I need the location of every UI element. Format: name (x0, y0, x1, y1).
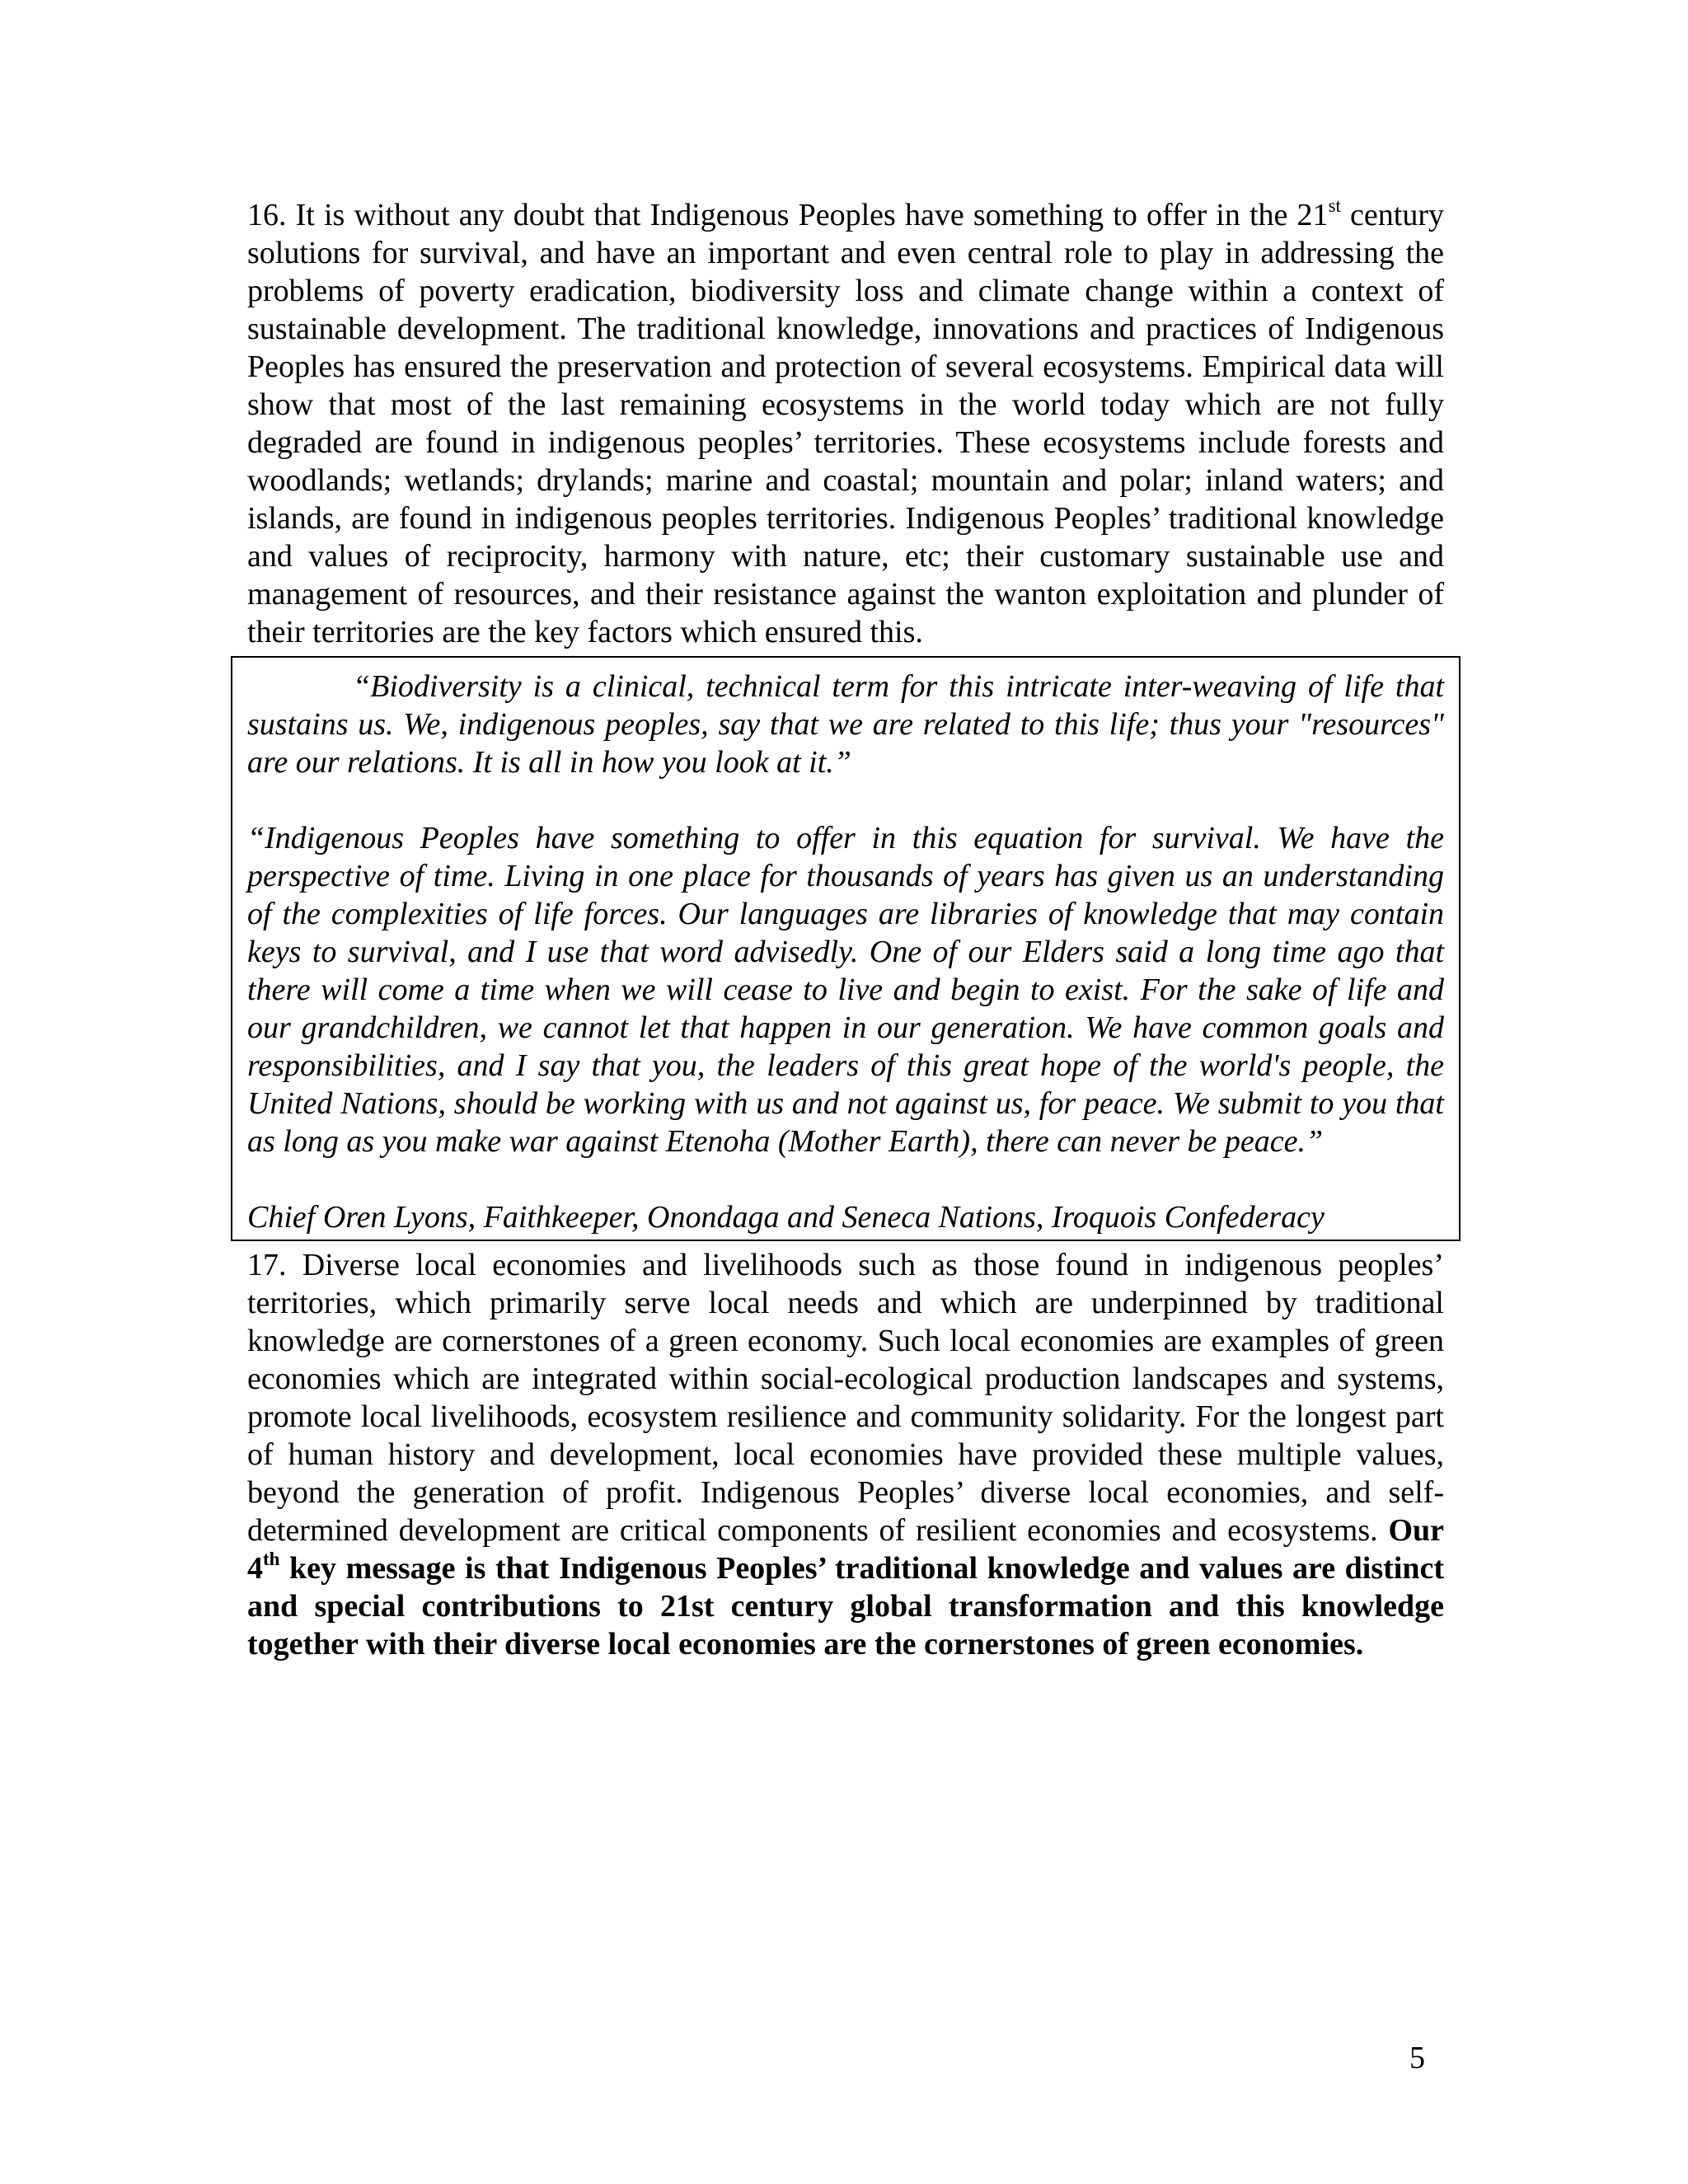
key-message-superscript: th (263, 1549, 280, 1569)
paragraph-17-text: 17. Diverse local economies and livelihoods such as those found in indigenous peoples’ territories, which primarily serve local needs and which are underpinned by traditional knowledge are cornerstones of a green economy. Such local economies are examples of green economies which are integrated within social-ecological production landscapes and systems, promote local livelihoods, ecosystem resilience and community solidarity. For the longest part of human history and development, local economies have provided these multiple values, beyond the generation of profit. Indigenous Peoples’ diverse local economies, and self-determined development are critical components of resilient economies and ecosystems. (247, 1248, 1444, 1548)
key-message-start: Our 4 (247, 1513, 1444, 1586)
quote-survival: “Indigenous Peoples have something to offer in this equation for survival. We have the perspective of time. Living in one place for thousands of years has given us an understanding of the complexities of life forces. Our languages are libraries of knowledge that may contain keys to survival, and I use that word advisedly. One of our Elders said a long time ago that there will come a time when we will cease to live and begin to exist. For the sake of life and our grandchildren, we cannot let that happen in our generation. We have common goals and responsibilities, and I say that you, the leaders of this great hope of the world's people, the United Nations, should be working with us and not against us, for peace. We submit to you that as long as you make war against Etenoha (Mother Earth), there can never be peace.” (247, 821, 1444, 1159)
page-content (247, 196, 1444, 1663)
paragraph-16 (247, 196, 1444, 651)
quote-box (231, 656, 1461, 1241)
paragraph-16-superscript: st (1328, 195, 1341, 216)
key-message-rest: key message is that Indigenous Peoples’ traditional knowledge and values are distinct and special contributions to 21st century global transformation and this knowledge together with their diverse local economies are the cornerstones of green economies. (247, 1551, 1444, 1661)
page-number: 5 (1409, 2041, 1425, 2075)
quote-attribution: Chief Oren Lyons, Faithkeeper, Onondaga and Seneca Nations, Iroquois Confederacy (247, 1200, 1325, 1235)
paragraph-17 (247, 1246, 1444, 1663)
paragraph-16-text-rest: century solutions for survival, and have an important and even central role to play in addressing the problems of poverty eradication, biodiversity loss and climate change within a context of sustainable development. The traditional knowledge, innovations and practices of Indigenous Peoples has ensured the preservation and protection of several ecosystems. Empirical data will show that most of the last remaining ecosystems in the world today which are not fully degraded are found in indigenous peoples’ territories. These ecosystems include forests and woodlands; wetlands; drylands; marine and coastal; mountain and polar; inland waters; and islands, are found in indigenous peoples territories. Indigenous Peoples’ traditional knowledge and values of reciprocity, harmony with nature, etc; their customary sustainable use and management of resources, and their resistance against the wanton exploitation and plunder of their territories are the key factors which ensured this. (247, 198, 1444, 649)
quote-spacer (247, 781, 1444, 819)
paragraph-16-text-start: 16. It is without any doubt that Indigenous Peoples have something to offer in the 21 (247, 198, 1329, 232)
quote-biodiversity: “Biodiversity is a clinical, technical term for this intricate inter-weaving of life that sustains us. We, indigenous peoples, say that we are related to this life; thus your "resources" are our relations. It is all in how you look at it.” (247, 669, 1444, 780)
quote-spacer (247, 1160, 1444, 1198)
